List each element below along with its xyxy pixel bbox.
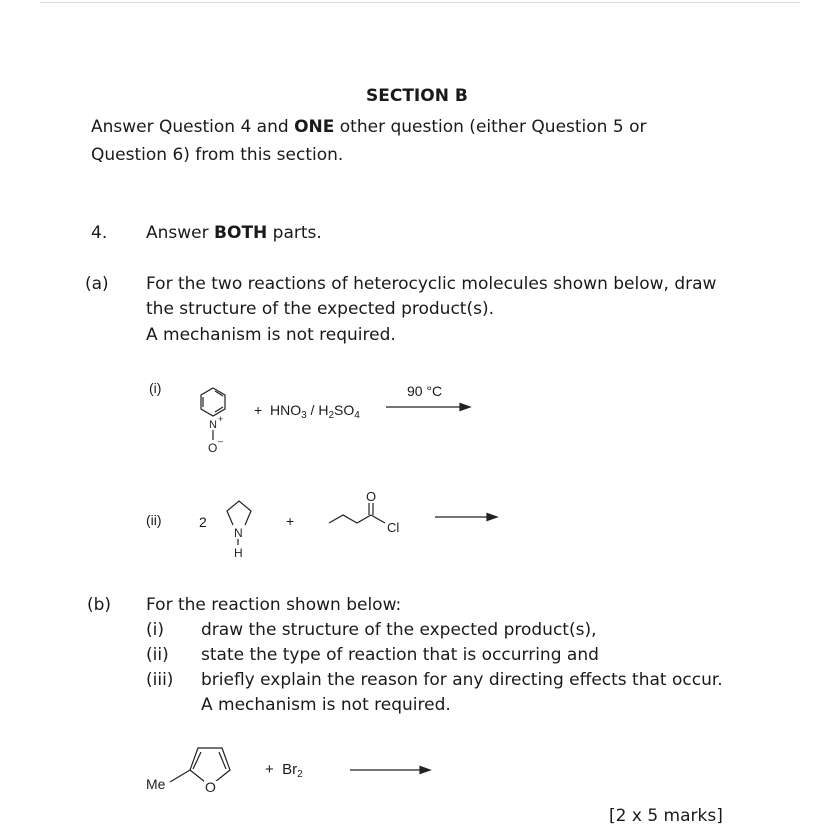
- pyrrolidine-ring: [227, 501, 251, 525]
- part-b-reagent: + $Br_2$: [265, 761, 303, 780]
- butanoyl-chloride-structure: [325, 487, 415, 547]
- reaction-arrow-i: [384, 401, 474, 413]
- reaction-ii-plus: +: [286, 513, 295, 529]
- reaction-arrow-b: [348, 764, 438, 776]
- section-intro-line1: [91, 117, 646, 137]
- reaction-arrow-ii: [433, 511, 503, 523]
- instruction-text-b: parts.: [267, 223, 322, 243]
- c-cl-bond: [371, 515, 385, 523]
- instruction-text-bold: BOTH: [214, 223, 268, 243]
- charge-plus-label: +: [218, 414, 224, 424]
- part-b-item-text: briefly explain the reason for any directing effects that occur.: [201, 670, 723, 690]
- atom-h-label: H: [234, 546, 243, 560]
- section-title: SECTION B: [366, 86, 468, 106]
- part-a-line2: the structure of the expected product(s).: [146, 299, 494, 319]
- intro-text-bold: ONE: [294, 117, 335, 137]
- pyrrolidine-structure: [215, 495, 265, 565]
- reaction-i-condition: 90 °C: [407, 383, 443, 399]
- me-label: Me: [146, 776, 166, 792]
- part-a-line3: A mechanism is not required.: [146, 325, 396, 345]
- part-b-item-num: (ii): [146, 645, 169, 665]
- pyridine-ring: [201, 388, 225, 416]
- question-number: 4.: [91, 223, 108, 243]
- question-instruction: [146, 223, 322, 243]
- part-a-line1: For the two reactions of heterocyclic molecules shown below, draw: [146, 274, 717, 294]
- atom-cl-label: Cl: [387, 520, 400, 535]
- pyridine-n-oxide-structure: [188, 380, 248, 460]
- atom-o-label: O: [208, 441, 218, 455]
- instruction-text-a: Answer: [146, 223, 215, 243]
- part-b-item-num: (iii): [146, 670, 174, 690]
- plus-sign: +: [265, 761, 274, 778]
- part-b-item-num: (i): [146, 620, 164, 640]
- part-b-item-text: state the type of reaction that is occurring and: [201, 645, 599, 665]
- reaction-ii-coefficient: 2: [199, 514, 207, 530]
- atom-o-label: O: [205, 779, 216, 795]
- reaction-i-label: (i): [149, 380, 162, 396]
- atom-n-label: N: [234, 526, 243, 540]
- part-a-label: (a): [85, 274, 109, 294]
- part-b-label: (b): [87, 595, 112, 615]
- part-b-intro: For the reaction shown below:: [146, 595, 402, 615]
- section-intro-line2: Question 6) from this section.: [91, 145, 344, 165]
- ring-double-bond: [193, 752, 201, 769]
- reaction-i-reagent: + $HNO_3 / H_2SO_4$: [254, 402, 360, 421]
- methyl-bond: [170, 770, 190, 782]
- carbon-chain: [329, 515, 371, 523]
- charge-minus-label: –: [218, 436, 224, 446]
- plus-sign: +: [254, 402, 263, 418]
- atom-o-label: O: [366, 489, 377, 504]
- atom-n-label: N: [209, 419, 217, 431]
- part-b-item-text: draw the structure of the expected product(s),: [201, 620, 597, 640]
- top-rule: [40, 2, 800, 3]
- reaction-ii-label: (ii): [146, 512, 162, 528]
- intro-text-b: other question (either Question 5 or: [334, 117, 647, 137]
- part-b-note: A mechanism is not required.: [201, 695, 451, 715]
- marks-allocation: [2 x 5 marks]: [609, 806, 723, 826]
- intro-text-a: Answer Question 4 and: [91, 117, 295, 137]
- methylfuran-structure: [146, 738, 256, 808]
